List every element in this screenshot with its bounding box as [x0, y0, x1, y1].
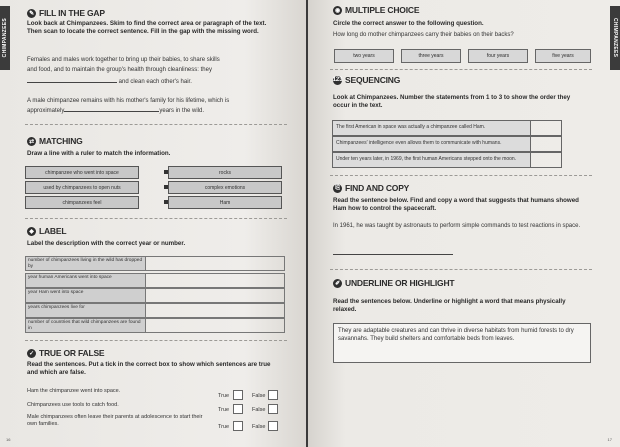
sequence-icon: 123	[332, 77, 343, 83]
link-icon: ⇄	[27, 137, 36, 146]
false-checkbox[interactable]	[268, 421, 278, 431]
matching-heading: ⇄ MATCHING	[27, 136, 83, 146]
seq-row[interactable]: The first American in space was actually a chimpanzee called Ham.	[332, 120, 562, 136]
false-checkbox[interactable]	[268, 404, 278, 414]
true-label: True	[218, 393, 230, 399]
true-label: True	[218, 407, 230, 413]
divider	[330, 269, 592, 270]
tf-statement: Ham the chimpanzee went into space.	[27, 388, 121, 394]
label-row[interactable]: year human Americans went into space	[25, 273, 285, 288]
find-copy-sentence: In 1961, he was taught by astronauts to perform simple commands to test reactions in space.	[333, 223, 581, 229]
match-left-item: chimpanzee who went into space	[25, 166, 139, 179]
match-right-item: Ham	[168, 196, 282, 209]
true-checkbox[interactable]	[233, 404, 243, 414]
answer-blank[interactable]	[64, 111, 159, 112]
divider	[25, 124, 287, 125]
true-false-instruction: Read the sentences. Put a tick in the correct box to show which sentences are true and which are false.	[27, 361, 271, 376]
label-heading: ◆ LABEL	[27, 226, 66, 236]
underline-passage[interactable]: They are adaptable creatures and can thrive in diverse habitats from humid forests to dry savannahs. They build shelters and comfortable beds from leaves.	[333, 323, 591, 363]
seq-instruction: Look at Chimpanzees. Number the statements from 1 to 3 to show the order they occur in the text.	[333, 94, 571, 109]
highlighter-icon: ✐	[333, 279, 342, 288]
tf-statement: Male chimpanzees often leave their parents at adolescence to start their own families.	[27, 414, 203, 427]
label-row[interactable]: number of chimpanzees living in the wild has dropped by	[25, 256, 285, 271]
fill-gap-heading: ✎ FILL IN THE GAP	[27, 8, 105, 18]
label-instruction: Label the description with the correct year or number.	[27, 240, 186, 247]
target-icon: ◉	[334, 7, 341, 14]
label-row[interactable]: number of countries that wild chimpanzees are found in	[25, 318, 285, 333]
false-label: False	[252, 393, 266, 399]
chapter-tab-right: CHIMPANZEES	[610, 6, 620, 70]
tf-statement: Chimpanzees use tools to catch food.	[27, 402, 119, 408]
mc-option[interactable]: three years	[401, 49, 461, 63]
chapter-tab-left: CHIMPANZEES	[0, 6, 10, 70]
underline-instruction: Read the sentences below. Underline or highlight a word that means physically relaxed.	[333, 298, 566, 313]
true-label: True	[218, 424, 230, 430]
seq-row[interactable]: Chimpanzees' intelligence even allows them to communicate with humans.	[332, 136, 562, 152]
false-label: False	[252, 424, 266, 430]
tag-icon: ◆	[27, 227, 36, 236]
multiple-choice-heading: ◉ MULTIPLE CHOICE	[334, 5, 420, 15]
answer-line[interactable]	[333, 254, 453, 255]
tick-icon: ✓	[27, 349, 36, 358]
match-right-item: complex emotions	[168, 181, 282, 194]
left-page	[0, 0, 306, 447]
false-label: False	[252, 407, 266, 413]
divider	[25, 340, 287, 341]
fill-gap-q2a: A male chimpanzee remains with his mother's family for his lifetime, which is	[27, 98, 230, 104]
mc-instruction: Circle the correct answer to the following question.	[333, 20, 484, 27]
true-checkbox[interactable]	[233, 390, 243, 400]
copy-icon: ⎘	[333, 184, 342, 193]
match-right-item: rocks	[168, 166, 282, 179]
fill-gap-instruction: Look back at Chimpanzees. Skim to find the correct area or paragraph of the text. Then scan to locate the correct sentence. Fill in the gap with the missing word.	[27, 20, 267, 35]
match-left-item: used by chimpanzees to open nuts	[25, 181, 139, 194]
mc-question: How long do mother chimpanzees carry their babies on their backs?	[333, 32, 514, 38]
mc-option[interactable]: four years	[468, 49, 528, 63]
divider	[25, 218, 287, 219]
find-copy-instruction: Read the sentence below. Find and copy a word that suggests that humans showed Ham how to control the spacecraft.	[333, 197, 579, 212]
true-checkbox[interactable]	[233, 421, 243, 431]
true-false-heading: ✓ TRUE OR FALSE	[27, 348, 104, 358]
divider	[330, 175, 592, 176]
find-copy-heading: ⎘ FIND AND COPY	[333, 183, 409, 193]
fill-gap-q2-line: approximately years in the wild.	[27, 108, 205, 114]
fill-gap-q1b: and food, and to maintain the group's health through cleanliness: they	[27, 67, 212, 73]
mc-option[interactable]: five years	[535, 49, 591, 63]
fill-gap-q1c-line: and clean each other's hair.	[27, 78, 192, 86]
label-row[interactable]: years chimpanzees live for	[25, 303, 285, 318]
page-number-right: 17	[607, 437, 612, 442]
label-row[interactable]: year Ham went into space	[25, 288, 285, 303]
match-left-item: chimpanzees feel	[25, 196, 139, 209]
seq-row[interactable]: Under ten years later, in 1969, the first human Americans stepped onto the moon.	[332, 152, 562, 168]
page-number-left: 16	[6, 437, 11, 442]
underline-heading: ✐ UNDERLINE OR HIGHLIGHT	[333, 278, 454, 288]
matching-instruction: Draw a line with a ruler to match the information.	[27, 150, 171, 157]
divider	[330, 69, 592, 70]
mc-option[interactable]: two years	[334, 49, 394, 63]
false-checkbox[interactable]	[268, 390, 278, 400]
answer-blank[interactable]	[27, 82, 117, 83]
sequencing-heading: 123 SEQUENCING	[332, 75, 401, 85]
fill-gap-q1a: Females and males work together to bring up their babies, to share skills	[27, 57, 220, 63]
pencil-icon: ✎	[27, 9, 36, 18]
